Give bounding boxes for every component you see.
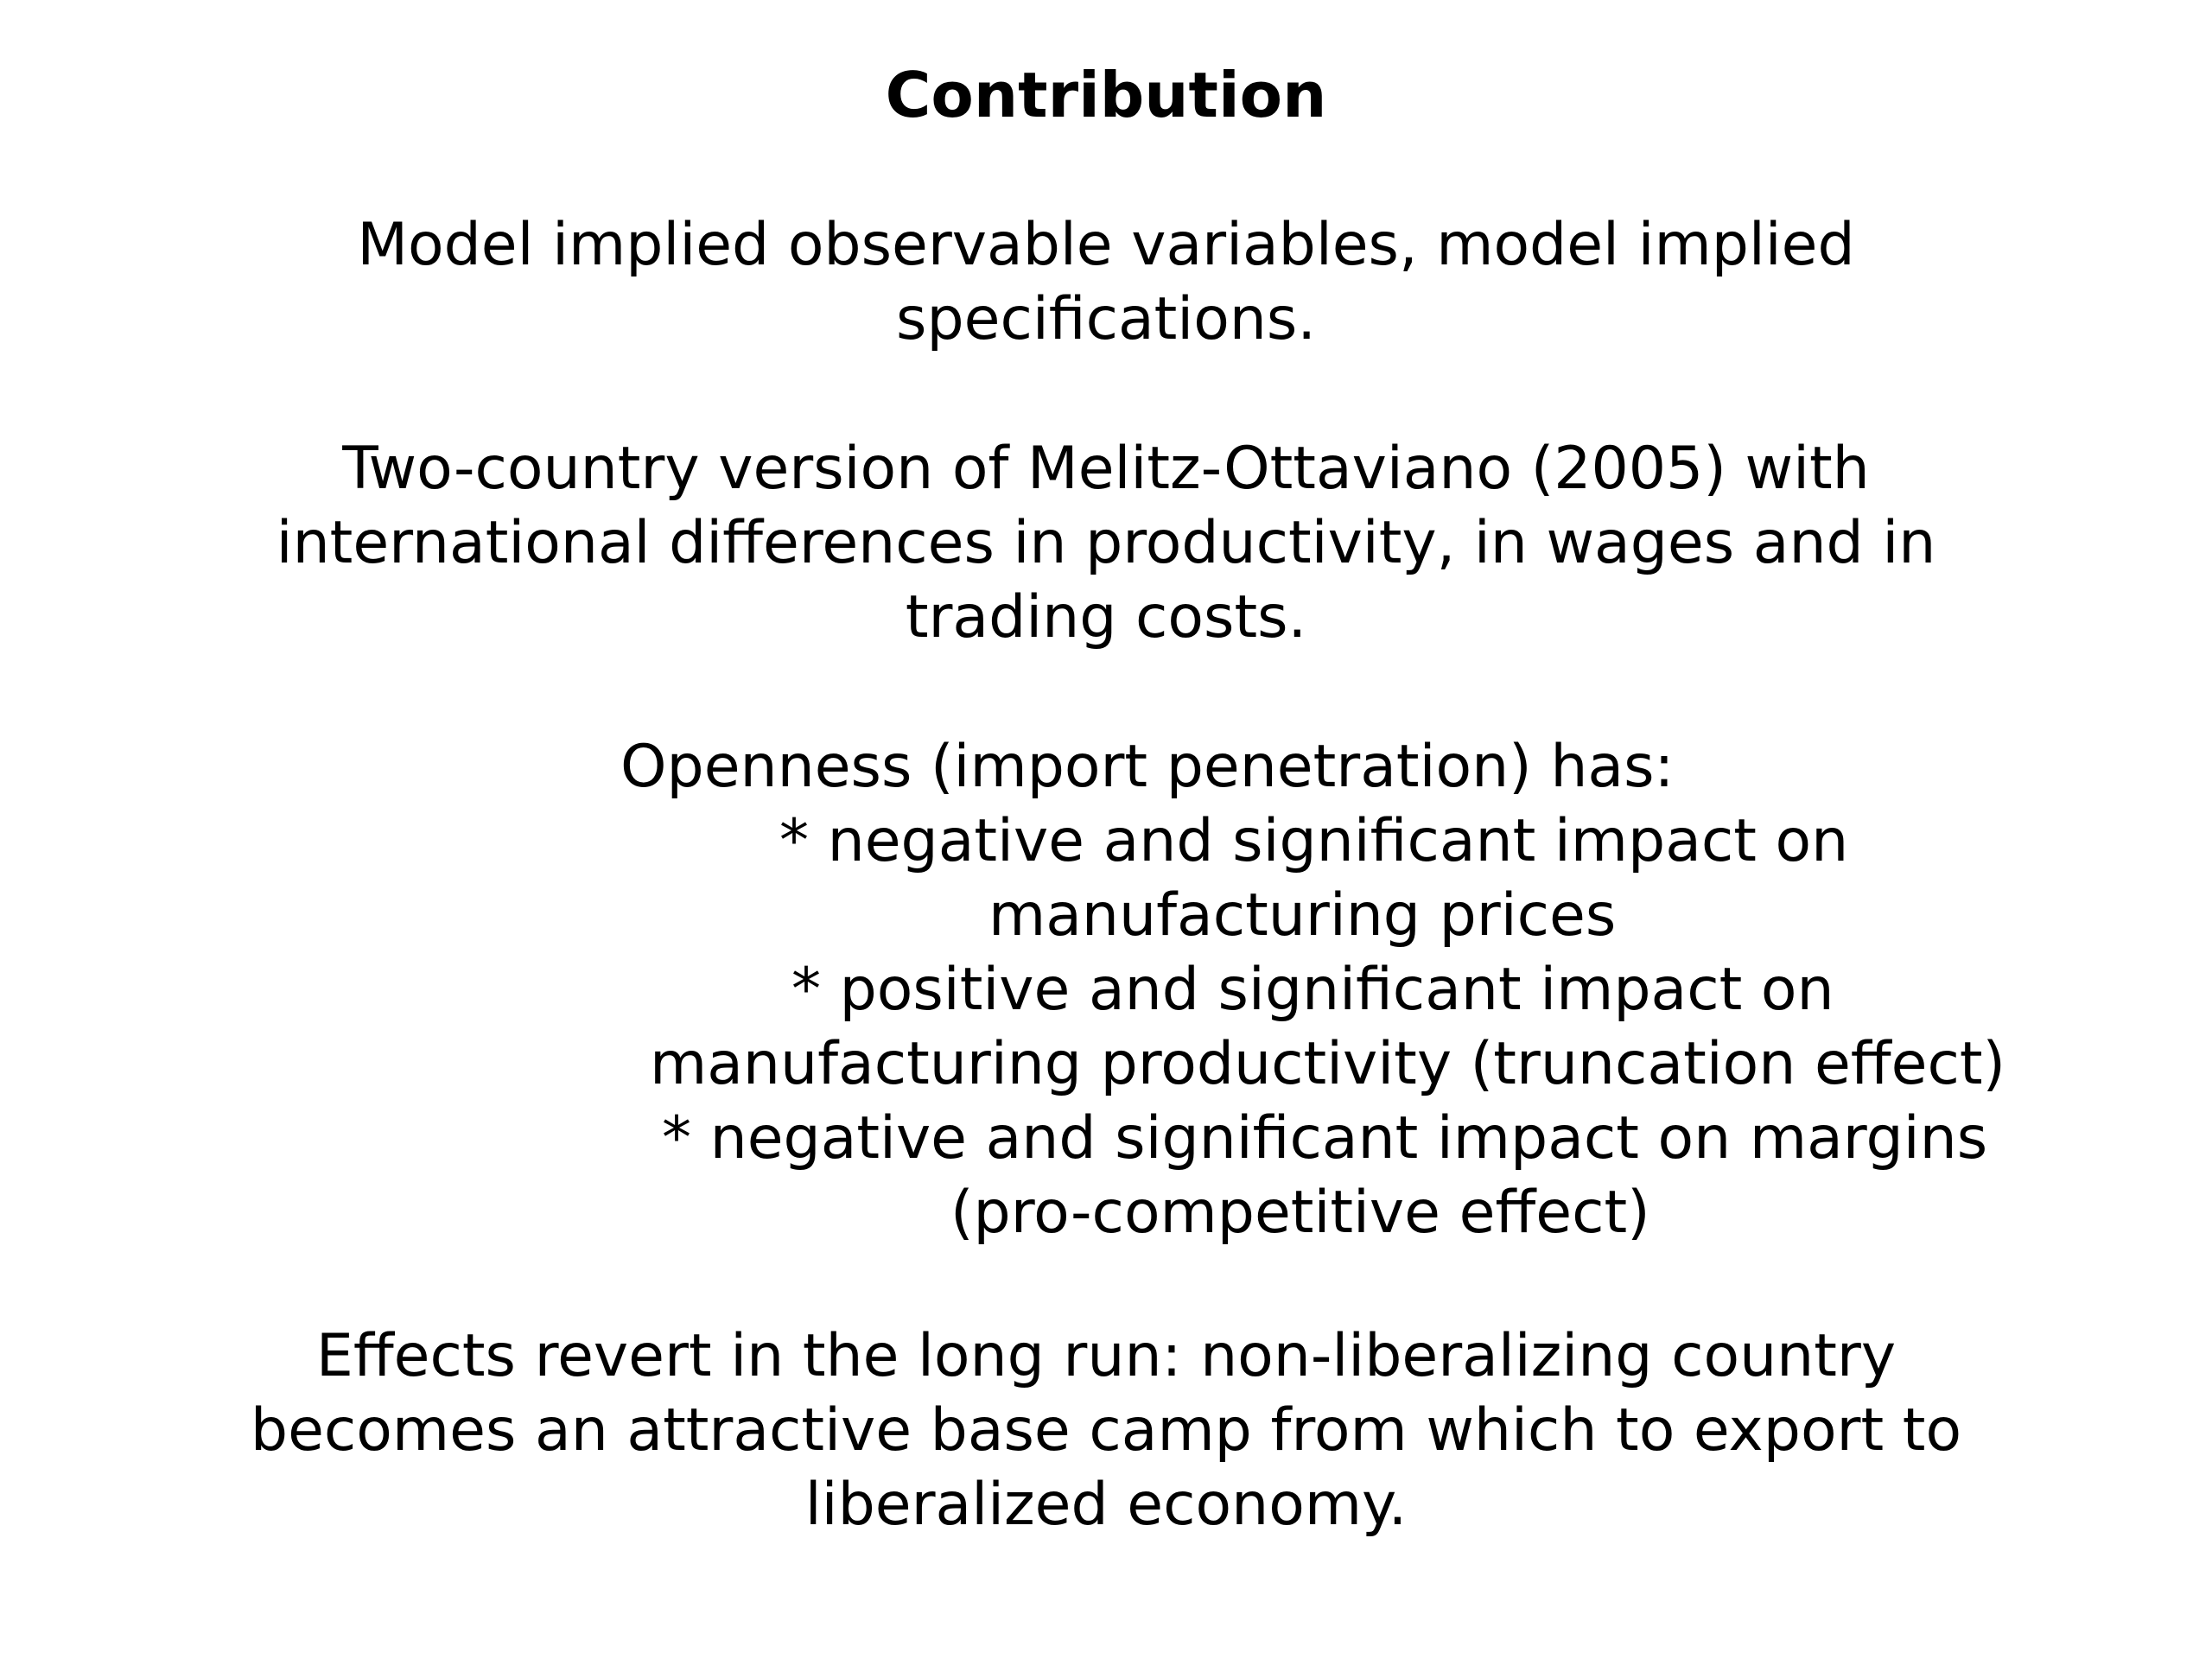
bullet-2-line-1: * positive and significant impact on bbox=[791, 956, 1834, 1024]
paragraph-1-line-1: Model implied observable variables, model implied bbox=[357, 211, 1855, 279]
paragraph-4-line-3: liberalized economy. bbox=[804, 1471, 1408, 1539]
paragraph-4-line-2: becomes an attractive base camp from which to export to bbox=[250, 1396, 1962, 1465]
bullet-1-line-1: * negative and significant impact on bbox=[779, 807, 1849, 875]
bullet-1-line-2: manufacturing prices bbox=[988, 881, 1617, 950]
paragraph-2-line-3: trading costs. bbox=[905, 583, 1307, 652]
paragraph-2-line-2: international differences in productivity, in wages and in bbox=[276, 509, 1936, 577]
paragraph-3-intro: Openness (import penetration) has: bbox=[620, 733, 1675, 801]
slide-title: Contribution bbox=[885, 59, 1327, 131]
bullet-2-line-2: manufacturing productivity (truncation effect) bbox=[650, 1030, 2006, 1098]
paragraph-4-line-1: Effects revert in the long run: non-liberalizing country bbox=[315, 1322, 1897, 1390]
bullet-3-line-2: (pro-competitive effect) bbox=[950, 1179, 1650, 1247]
paragraph-1-line-2: specifications. bbox=[896, 285, 1316, 353]
bullet-3-line-1: * negative and significant impact on margins bbox=[662, 1104, 1988, 1173]
paragraph-2-line-1: Two-country version of Melitz-Ottaviano (2005) with bbox=[342, 435, 1870, 503]
